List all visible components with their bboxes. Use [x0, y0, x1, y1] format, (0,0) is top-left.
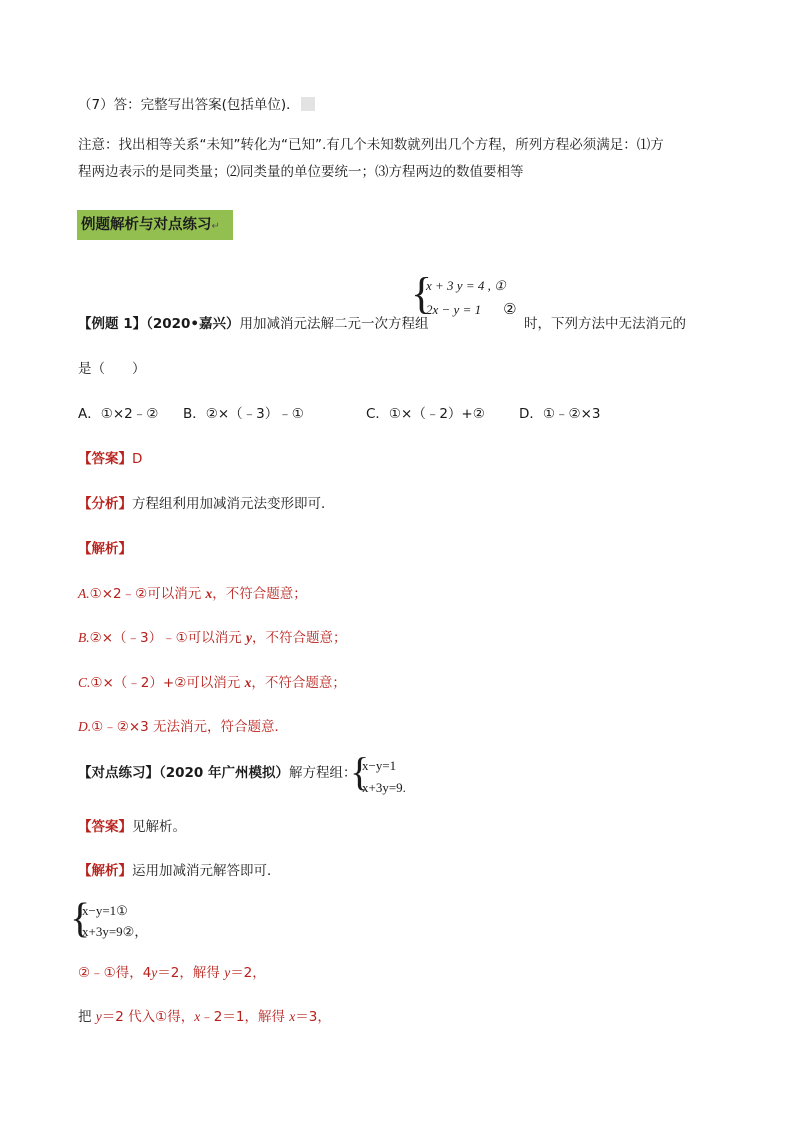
practice-step-1: ②﹣①得，4y＝2，解得 y＝2，	[78, 965, 266, 981]
solution-label: 【解析】	[78, 541, 132, 557]
answer: 【答案】D	[78, 451, 143, 467]
solution-line-b: B.②×（﹣3）﹣①可以消元 y，不符合题意；	[78, 630, 347, 646]
step7-text: （7）答：完整写出答案(包括单位)．	[78, 96, 315, 114]
solution-line-a: A.①×2﹣②可以消元 x，不符合题意；	[78, 586, 307, 602]
practice-solution-brace: {	[70, 896, 91, 942]
equation-brace: {	[411, 269, 433, 318]
analysis: 【分析】方程组利用加减消元法变形即可．	[78, 496, 335, 512]
option-a: A．①×2﹣②	[78, 406, 159, 422]
note-line-2: 程两边表示的是同类量；⑵同类量的单位要统一；⑶方程两边的数值要相等	[78, 164, 524, 180]
practice-sys-eq2: x+3y=9②，	[82, 924, 148, 939]
option-d: D．①﹣②×3	[519, 406, 601, 422]
highlight-mark	[301, 97, 315, 111]
option-b: B．②×（﹣3）﹣①	[183, 406, 304, 422]
practice-stem: 【对点练习】（2020 年广州模拟）解方程组：	[78, 765, 357, 781]
practice-brace: {	[350, 749, 370, 794]
practice-answer: 【答案】见解析。	[78, 819, 186, 835]
practice-solution: 【解析】运用加减消元解答即可．	[78, 863, 281, 879]
note-line-1: 注意：找出相等关系“未知”转化为“已知”.有几个未知数就列出几个方程，所列方程必须满足：⑴方	[78, 137, 664, 153]
practice-sys-eq1: x−y=1①	[82, 903, 128, 918]
practice-eq2: x+3y=9.	[362, 780, 406, 795]
section-title: 例题解析与对点练习↵	[77, 210, 233, 240]
solution-line-c: C.①×（﹣2）+②可以消元 x，不符合题意；	[78, 675, 346, 691]
example-eq1: x + 3 y = 4 , ①	[426, 278, 506, 293]
practice-eq1: x−y=1	[362, 758, 397, 773]
example-eq2: 2x − y = 1 ②	[426, 302, 517, 318]
solution-line-d: D.①﹣②×3 无法消元，符合题意．	[78, 719, 289, 735]
practice-step-2: 把 y＝2 代入①得，x﹣2＝1，解得 x＝3，	[78, 1009, 331, 1025]
example-stem-cont: 时，下列方法中无法消元的	[524, 316, 686, 332]
paragraph-mark: ↵	[211, 221, 220, 232]
option-c: C．①×（﹣2）+②	[366, 406, 485, 422]
example-stem-end: 是（ ）	[78, 361, 146, 377]
example-stem: 【例题 1】（2020•嘉兴）用加减消元法解二元一次方程组	[78, 316, 429, 332]
